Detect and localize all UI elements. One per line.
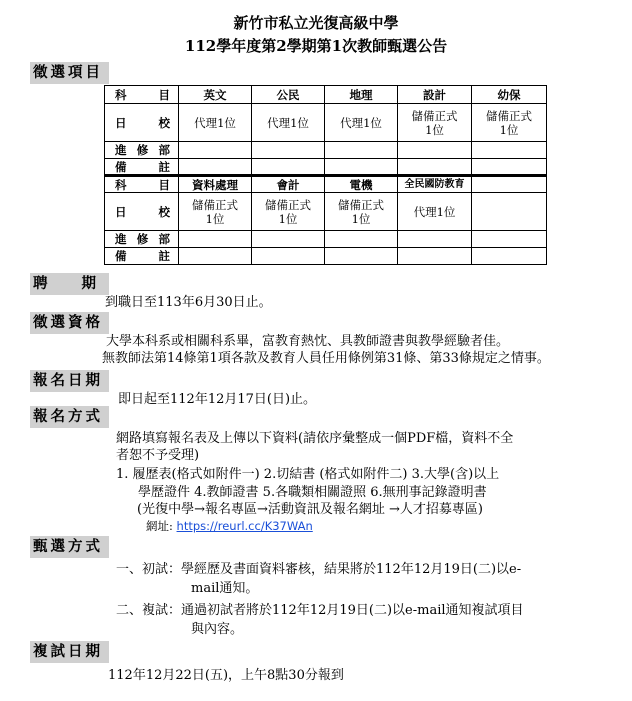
day-school-cell: 代理1位 xyxy=(398,193,472,231)
day-school-cell: 儲備正式 1位 xyxy=(472,104,547,142)
subject-cell: 設計 xyxy=(398,86,472,104)
section-registration-date: 報名日期 xyxy=(30,370,109,392)
registration-url-link[interactable]: https://reurl.cc/K37WAn xyxy=(176,519,313,533)
section-retest-date: 複試日期 xyxy=(30,641,109,663)
registration-method-line: 者恕不予受理) xyxy=(116,448,200,463)
subject-cell: 地理 xyxy=(325,86,398,104)
selection-line: 一、初試：學經歷及書面資料審核，結果將於112年12月19日(二)以e- xyxy=(116,562,522,577)
row-label-remarks: 備 註 xyxy=(105,248,179,265)
day-school-cell: 代理1位 xyxy=(179,104,252,142)
subjects-table-1 xyxy=(104,85,547,265)
day-school-cell: 代理1位 xyxy=(325,104,398,142)
registration-url-row xyxy=(146,518,313,535)
row-label-night-school: 進修部 xyxy=(105,142,179,159)
selection-line: mail通知。 xyxy=(191,581,259,596)
subject-cell: 英文 xyxy=(179,86,252,104)
day-school-cell xyxy=(472,193,547,231)
qualification-line: 大學本科系或相關科系畢，富教育熱忱、具教師證書與教學經驗者佳。 xyxy=(106,334,510,349)
section-hire-period: 聘 期 xyxy=(30,273,109,295)
row-label-subject: 科 目 xyxy=(105,86,179,104)
day-school-cell: 儲備正式 1位 xyxy=(398,104,472,142)
row-label-day-school: 日 校 xyxy=(105,193,179,231)
day-school-cell: 儲備正式 1位 xyxy=(252,193,325,231)
registration-method-line: 1. 履歷表(格式如附件一) 2.切結書 (格式如附件二) 3.大學(含)以上 xyxy=(116,467,500,482)
registration-method-line: 學歷證件 4.教師證書 5.各職類相關證照 6.無刑事記錄證明書 xyxy=(138,485,487,500)
hire-period-text: 到職日至113年6月30日止。 xyxy=(105,295,272,310)
row-label-day-school: 日 校 xyxy=(105,104,179,142)
section-registration-method: 報名方式 xyxy=(30,406,109,428)
qualification-line: 無教師法第14條第1項各款及教育人員任用條例第31條、第33條規定之情事。 xyxy=(102,351,550,366)
day-school-cell: 儲備正式 1位 xyxy=(325,193,398,231)
section-subjects: 徵選項目 xyxy=(30,62,109,84)
school-title: 新竹市私立光復高級中學 xyxy=(233,14,399,32)
row-label-remarks: 備 註 xyxy=(105,159,179,176)
url-label: 網址: xyxy=(146,519,173,533)
registration-method-line: (光復中學→報名專區→活動資訊及報名網址 →人才招募專區) xyxy=(137,502,483,517)
selection-line: 二、複試：通過初試者將於112年12月19日(二)以e-mail通知複試項目 xyxy=(116,603,524,618)
section-qualification: 徵選資格 xyxy=(30,312,109,334)
selection-line: 與內容。 xyxy=(191,622,244,637)
day-school-cell: 代理1位 xyxy=(252,104,325,142)
subject-cell: 電機 xyxy=(325,176,398,193)
subject-cell: 公民 xyxy=(252,86,325,104)
subject-cell: 會計 xyxy=(252,176,325,193)
retest-date-text: 112年12月22日(五)，上午8點30分報到 xyxy=(108,668,344,683)
registration-method-line: 網路填寫報名表及上傳以下資料(請依序彙整成一個PDF檔，資料不全 xyxy=(116,431,514,446)
subject-cell: 全民國防教育 xyxy=(398,176,472,193)
row-label-night-school: 進修部 xyxy=(105,231,179,248)
row-label-subject: 科 目 xyxy=(105,176,179,193)
subject-cell: 幼保 xyxy=(472,86,547,104)
day-school-cell: 儲備正式 1位 xyxy=(179,193,252,231)
registration-date-text: 即日起至112年12月17日(日)止。 xyxy=(118,392,317,407)
subject-cell: 資料處理 xyxy=(179,176,252,193)
section-selection-method: 甄選方式 xyxy=(30,536,109,558)
announcement-title: 112學年度第2學期第1次教師甄選公告 xyxy=(184,37,448,55)
subject-cell xyxy=(472,176,547,193)
